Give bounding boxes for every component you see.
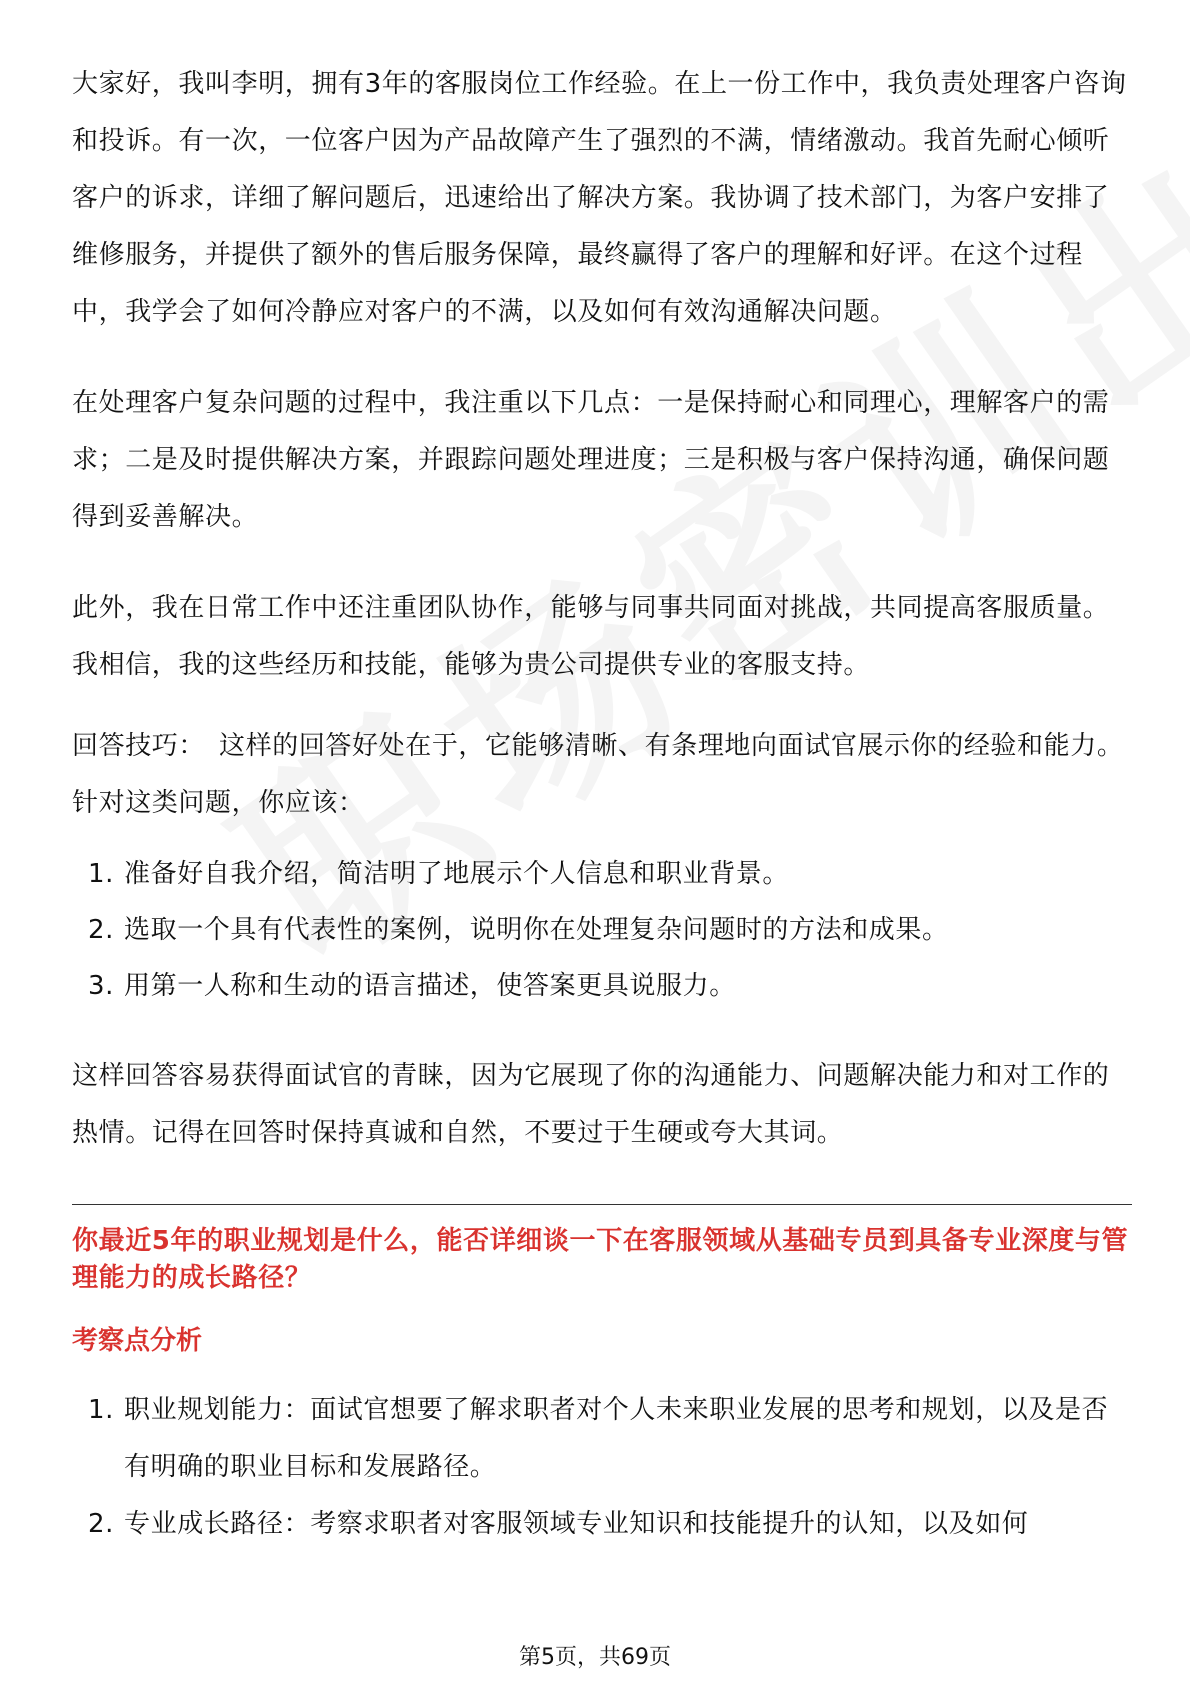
list-item (72, 1382, 1132, 1496)
list-item (72, 958, 1132, 1014)
list-item-number: 2. (88, 915, 115, 945)
tips-conclusion: 这样回答容易获得面试官的青睐，因为它展现了你的沟通能力、问题解决能力和对工作的热情。记得在回答时保持真诚和自然，不要过于生硬或夸大其词。 (72, 1061, 1110, 1148)
document-body (72, 56, 1132, 1553)
list-item (72, 1496, 1132, 1553)
analysis-heading: 考察点分析 (72, 1326, 203, 1356)
tips-paragraph (72, 718, 1132, 832)
list-item (72, 902, 1132, 958)
list-item-text: 用第一人称和生动的语言描述，使答案更具说服力。 (124, 971, 736, 1001)
list-item-text: 选取一个具有代表性的案例，说明你在处理复杂问题时的方法和成果。 (124, 915, 949, 945)
answer-paragraph-3: 此外，我在日常工作中还注重团队协作，能够与同事共同面对挑战，共同提高客服质量。我相信，我的这些经历和技能，能够为贵公司提供专业的客服支持。 (72, 593, 1110, 680)
list-item (72, 846, 1132, 902)
page-number: 第5页，共69页 (519, 1645, 671, 1670)
list-item-text: 职业规划能力：面试官想要了解求职者对个人未来职业发展的思考和规划，以及是否有明确的职业目标和发展路径。 (124, 1395, 1109, 1482)
list-item-number: 3. (88, 971, 115, 1001)
list-item-number: 2. (88, 1509, 115, 1539)
answer-paragraph-1: 大家好，我叫李明，拥有3年的客服岗位工作经验。在上一份工作中，我负责处理客户咨询和投诉。有一次，一位客户因为产品故障产生了强烈的不满，情绪激动。我首先耐心倾听客户的诉求，详细了解问题后，迅速给出了解决方案。我协调了技术部门，为客户安排了维修服务，并提供了额外的售后服务保障，最终赢得了客户的理解和好评。在这个过程中，我学会了如何冷静应对客户的不满，以及如何有效沟通解决问题。 (72, 69, 1127, 327)
analysis-list (72, 1382, 1132, 1553)
tips-text: 这样的回答好处在于，它能够清晰、有条理地向面试官展示你的经验和能力。针对这类问题，你应该： (72, 731, 1124, 818)
tips-steps-list (72, 846, 1132, 1014)
answer-paragraph-2: 在处理客户复杂问题的过程中，我注重以下几点：一是保持耐心和同理心，理解客户的需求；二是及时提供解决方案，并跟踪问题处理进度；三是积极与客户保持沟通，确保问题得到妥善解决。 (72, 388, 1110, 532)
list-item-number: 1. (88, 859, 115, 889)
list-item-text: 准备好自我介绍，简洁明了地展示个人信息和职业背景。 (124, 859, 790, 889)
list-item-text: 专业成长路径：考察求职者对客服领域专业知识和技能提升的认知，以及如何 (124, 1509, 1029, 1539)
tips-label: 回答技巧： (72, 731, 206, 761)
list-item-number: 1. (88, 1395, 115, 1425)
question-title: 你最近5年的职业规划是什么，能否详细谈一下在客服领域从基础专员到具备专业深度与管理能力的成长路径？ (72, 1226, 1129, 1293)
